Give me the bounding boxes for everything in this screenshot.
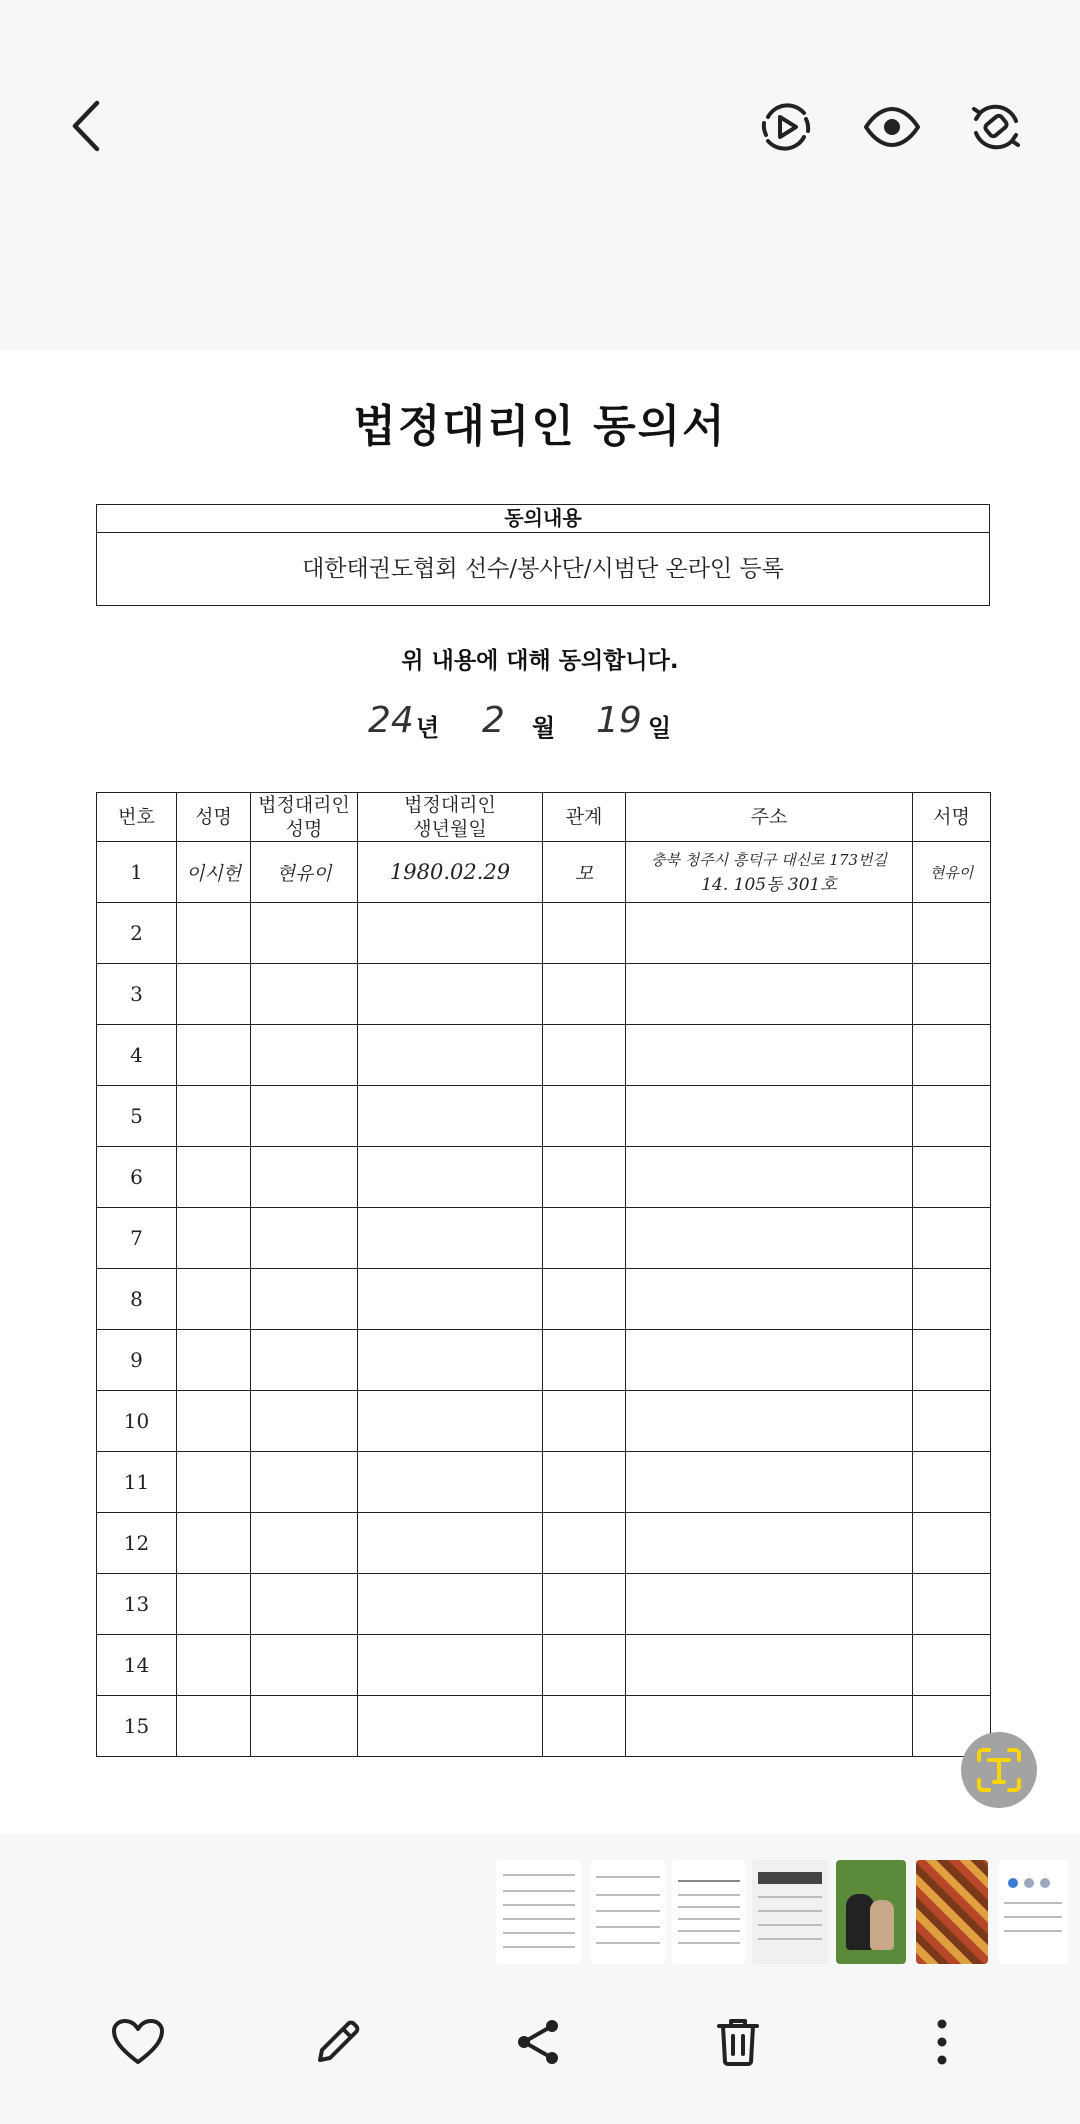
row-relation: 모 (543, 842, 626, 903)
header-guardian-name-line1: 법정대리인 (258, 794, 350, 816)
edit-button[interactable] (306, 2010, 370, 2074)
table-row (97, 1391, 991, 1452)
table-row (97, 964, 991, 1025)
row-address-line2: 14. 105동 301호 (701, 875, 837, 895)
agree-text: 위 내용에 대해 동의합니다. (401, 648, 679, 674)
row-number: 3 (97, 964, 177, 1025)
table-row (97, 842, 991, 903)
table-row (97, 1635, 991, 1696)
more-vertical-icon (936, 2018, 948, 2066)
motion-photo-button[interactable] (754, 98, 818, 156)
bottom-action-bar (0, 1990, 1080, 2124)
row-number: 1 (97, 842, 177, 903)
guardian-table (96, 792, 991, 1757)
thumbnail-seating-chart[interactable] (752, 1860, 828, 1964)
date-year-unit: 년 (416, 714, 440, 742)
date-month-unit: 월 (532, 714, 556, 742)
row-signature: 현유이 (913, 842, 991, 903)
header-guardian-name-line2: 성명 (285, 818, 323, 840)
table-row (97, 1269, 991, 1330)
row-birth: 1980.02.29 (358, 842, 543, 903)
header-guardian-birth (358, 793, 543, 842)
thumbnail-strip[interactable] (0, 1836, 1080, 1966)
row-number: 7 (97, 1208, 177, 1269)
remaster-icon (968, 99, 1024, 155)
consent-box (96, 504, 990, 606)
header-signature: 서명 (913, 793, 991, 842)
consent-text: 대한태권도협회 선수/봉사단/시범단 온라인 등록 (302, 556, 784, 582)
table-row (97, 1574, 991, 1635)
header-guardian-birth-line1: 법정대리인 (404, 794, 496, 816)
row-number: 14 (97, 1635, 177, 1696)
row-number: 13 (97, 1574, 177, 1635)
remaster-button[interactable] (964, 98, 1028, 156)
row-number: 2 (97, 903, 177, 964)
row-number: 15 (97, 1696, 177, 1757)
back-button[interactable] (58, 96, 114, 156)
row-name: 이시헌 (177, 842, 251, 903)
header-address: 주소 (626, 793, 913, 842)
table-header-row (97, 793, 991, 842)
document-title: 법정대리인 동의서 (353, 401, 727, 452)
top-toolbar (0, 0, 1080, 350)
row-address (626, 842, 913, 903)
table-row (97, 1452, 991, 1513)
text-scan-icon (975, 1746, 1023, 1794)
share-icon (514, 2017, 562, 2067)
date-year-value: 24 (368, 700, 414, 741)
trash-icon (715, 2016, 761, 2068)
thumbnail-document-1[interactable] (496, 1860, 582, 1964)
row-number: 5 (97, 1086, 177, 1147)
row-number: 8 (97, 1269, 177, 1330)
text-extract-button[interactable] (961, 1732, 1037, 1808)
header-relation: 관계 (543, 793, 626, 842)
row-number: 6 (97, 1147, 177, 1208)
header-guardian-name (251, 793, 358, 842)
table-row (97, 1208, 991, 1269)
date-day-unit: 일 (648, 714, 672, 742)
header-no: 번호 (97, 793, 177, 842)
thumbnail-screenshot[interactable] (998, 1860, 1068, 1964)
row-number: 10 (97, 1391, 177, 1452)
table-row (97, 1025, 991, 1086)
row-address-line1: 충북 청주시 흥덕구 대신로 173번길 (650, 851, 888, 869)
row-number: 4 (97, 1025, 177, 1086)
chevron-left-icon (69, 99, 103, 153)
pencil-icon (312, 2016, 364, 2068)
table-row (97, 1330, 991, 1391)
date-month-value: 2 (482, 700, 505, 741)
share-button[interactable] (506, 2010, 570, 2074)
row-number: 9 (97, 1330, 177, 1391)
table-row (97, 1513, 991, 1574)
consent-header: 동의내용 (97, 505, 989, 533)
heart-icon (111, 2018, 165, 2066)
document-image[interactable] (0, 350, 1080, 1834)
motion-photo-icon (758, 99, 814, 155)
favorite-button[interactable] (106, 2010, 170, 2074)
eye-icon (863, 107, 921, 147)
table-row (97, 903, 991, 964)
date-day-value: 19 (596, 700, 642, 741)
header-guardian-birth-line2: 생년월일 (413, 818, 487, 840)
table-row (97, 1086, 991, 1147)
thumbnail-photo-colorful[interactable] (916, 1860, 988, 1964)
date-row (0, 700, 1080, 760)
row-guardian-name: 현유이 (251, 842, 358, 903)
more-options-button[interactable] (910, 2010, 974, 2074)
row-number: 11 (97, 1452, 177, 1513)
thumbnail-document-3[interactable] (672, 1860, 746, 1964)
view-button[interactable] (860, 98, 924, 156)
table-row (97, 1696, 991, 1757)
table-row (97, 1147, 991, 1208)
header-name: 성명 (177, 793, 251, 842)
delete-button[interactable] (706, 2010, 770, 2074)
thumbnail-document-2[interactable] (590, 1860, 666, 1964)
row-number: 12 (97, 1513, 177, 1574)
thumbnail-photo-people[interactable] (836, 1860, 906, 1964)
